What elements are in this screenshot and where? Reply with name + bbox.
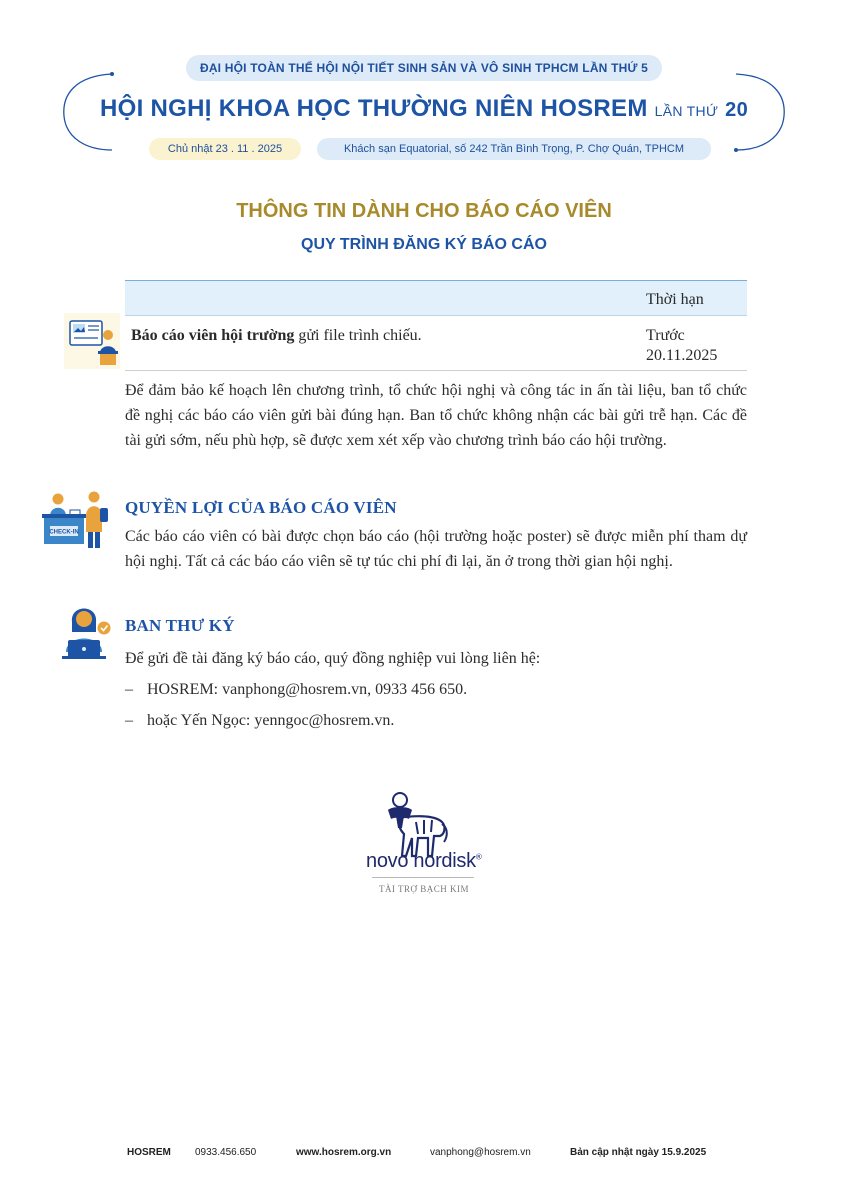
checkin-icon [40, 488, 114, 550]
congress-line: ĐẠI HỘI TOÀN THỂ HỘI NỘI TIẾT SINH SẢN VÀ VÔ SINH TPHCM LẦN THỨ 5 [199, 61, 649, 75]
secretary-icon [58, 598, 114, 660]
presentation-icon [64, 313, 120, 369]
footer-org: HOSREM [127, 1147, 171, 1158]
page-title: THÔNG TIN DÀNH CHO BÁO CÁO VIÊN [236, 200, 612, 222]
registered-mark: ® [475, 852, 482, 862]
table-row-deadline-2: 20.11.2025 [646, 347, 718, 364]
footer [127, 1147, 727, 1161]
table-row-task [131, 327, 631, 345]
date-badge [149, 138, 301, 160]
contact-text: hoặc Yến Ngọc: yenngoc@hosrem.vn. [147, 712, 395, 729]
contact-bullet: – [125, 681, 133, 698]
table-row-deadline-1: Trước [646, 327, 685, 344]
secretariat-heading: BAN THƯ KÝ [125, 616, 235, 635]
sponsor-name-text: novo nordisk [366, 850, 476, 872]
page-subtitle: QUY TRÌNH ĐĂNG KÝ BÁO CÁO [301, 236, 547, 253]
sponsor-tier: TÀI TRỢ BẠCH KIM [378, 884, 470, 894]
conference-title [100, 95, 748, 123]
congress-banner [186, 55, 662, 81]
venue-badge [317, 138, 711, 160]
deadline-column-header: Thời hạn [646, 291, 704, 308]
conference-title-main: HỘI NGHỊ KHOA HỌC THƯỜNG NIÊN HOSREM [100, 95, 648, 122]
sponsor-divider [372, 877, 474, 878]
footer-updated: Bản cập nhật ngày 15.9.2025 [570, 1147, 707, 1158]
edition-number: 20 [725, 99, 749, 121]
edition-label: LẦN THỨ [654, 103, 719, 119]
contact-item [125, 708, 747, 733]
contact-text: HOSREM: vanphong@hosrem.vn, 0933 456 650. [147, 681, 468, 698]
footer-website[interactable]: www.hosrem.org.vn [296, 1147, 392, 1158]
date-text: Chủ nhật 23 . 11 . 2025 [167, 143, 283, 155]
benefits-heading: QUYỀN LỢI CỦA BÁO CÁO VIÊN [125, 498, 397, 517]
venue-text: Khách sạn Equatorial, số 242 Trần Bình Trọng, P. Chợ Quán, TPHCM [343, 143, 685, 155]
benefits-text: Các báo cáo viên có bài được chọn báo cáo (hội trường hoặc poster) sẽ được miễn phí tham dự hội nghị. Tất cả các báo cáo viên sẽ tự túc chi phí đi lại, ăn ở trong thời gian hội nghị. [125, 528, 747, 570]
novo-nordisk-bull-logo [376, 786, 456, 858]
sponsor-name [366, 850, 481, 873]
table-bottom-border [125, 370, 747, 371]
table-row-task-rest: gửi file trình chiếu. [294, 327, 422, 344]
secretariat-intro: Để gửi đề tài đăng ký báo cáo, quý đồng nghiệp vui lòng liên hệ: [125, 650, 541, 667]
table-row-task-bold: Báo cáo viên hội trường [131, 327, 295, 344]
footer-phone: 0933.456.650 [195, 1147, 257, 1158]
contact-item [125, 677, 747, 702]
footer-email[interactable]: vanphong@hosrem.vn [430, 1147, 531, 1158]
checkin-label: CHECK-IN [49, 529, 79, 536]
intro-paragraph: Để đảm bảo kế hoạch lên chương trình, tổ chức hội nghị và công tác in ấn tài liệu, ban tổ chức đề nghị các báo cáo viên gửi bài đúng hạn. Ban tổ chức không nhận các bài gửi trễ hạn. Các đề tài gửi sớm, nếu phù hợp, sẽ được xem xét xếp vào chương trình báo cáo hội trường. [125, 382, 747, 449]
contact-bullet: – [125, 712, 133, 729]
